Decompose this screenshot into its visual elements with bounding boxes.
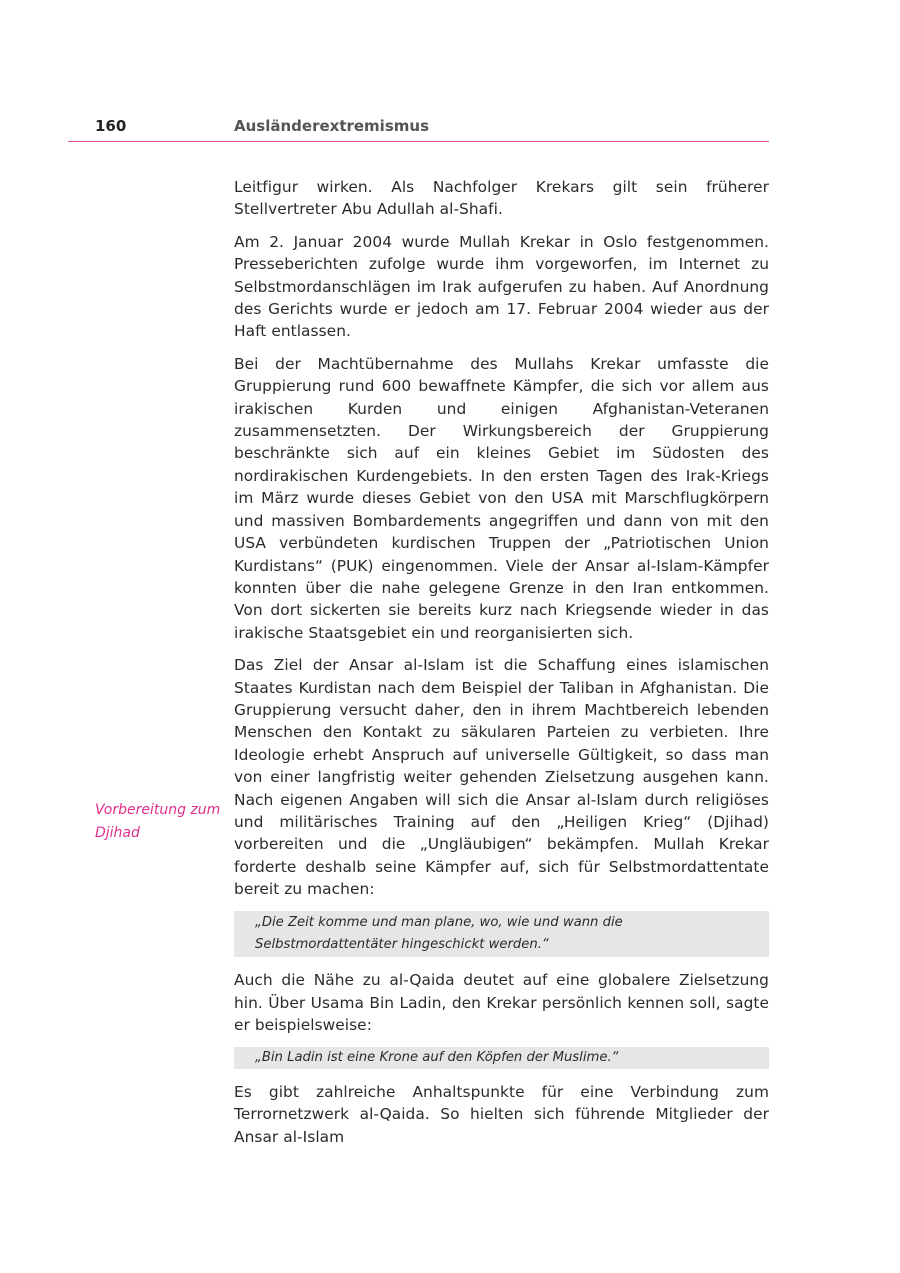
margin-note-line-2: Djihad [95, 825, 140, 841]
margin-note-line-1: Vorbereitung zum [95, 802, 221, 818]
paragraph: Es gibt zahlreiche Anhaltspunkte für eine Verbindung zum Terrornetzwerk al-Qaida. So hielten sich führende Mitglieder der Ansar al-Islam [234, 1083, 769, 1146]
page-number: 160 [95, 117, 127, 135]
paragraph: Leitfigur wirken. Als Nachfolger Krekars gilt sein früherer Stellvertreter Abu Adullah al-Shafi. [234, 178, 769, 219]
header-rule [68, 141, 769, 142]
paragraph: Bei der Machtübernahme des Mullahs Krekar umfasste die Gruppierung rund 600 bewaffnete Kämpfer, die sich vor allem aus irakischen Kurden und einigen Afghanistan-Veteranen zusammensetzten. Der Wirkungsbereich der Gruppierung beschränkte sich auf ein kleines Gebiet im Südosten des nordirakischen Kurdengebiets. In den ersten Tagen des Irak-Kriegs im März wurde dieses Gebiet von den USA mit Marschflugkörpern und massiven Bombardements angegriffen und dann von mit den USA verbündeten kurdischen Truppen der „Patriotischen Union Kurdistans“ (PUK) eingenommen. Viele der Ansar al-Islam-Kämpfer konnten über die nahe gelegene Grenze in den Iran entkommen. Von dort sickerten sie bereits kurz nach Kriegsende wieder in das irakische Staatsgebiet ein und reorganisierten sich. [234, 354, 769, 642]
running-title: Ausländerextremismus [234, 117, 429, 135]
page-header [68, 117, 769, 143]
quote-box: „Bin Ladin ist eine Krone auf den Köpfen der Muslime.“ [234, 1047, 769, 1069]
paragraph: Auch die Nähe zu al-Qaida deutet auf eine globalere Zielsetzung hin. Über Usama Bin Ladin, den Krekar persönlich kennen soll, sagte er beispielsweise: [234, 971, 769, 1035]
quote-box: „Die Zeit komme und man plane, wo, wie und wann die Selbstmordattentäter hingeschickt werden.“ [234, 911, 769, 958]
paragraph: Das Ziel der Ansar al-Islam ist die Schaffung eines islamischen Staates Kurdistan nach dem Beispiel der Taliban in Afghanistan. Die Gruppierung versucht daher, den in ihrem Machtbereich lebenden Menschen den Kontakt zu säkularen Parteien zu verbieten. Ihre Ideologie erhebt Anspruch auf universelle Gültigkeit, so dass man von einer langfristig weiter gehenden Zielsetzung ausgehen kann. Nach eigenen Angaben will sich die Ansar al-Islam durch religiöses und militärisches Training auf den „Heiligen Krieg“ (Djihad) vorbereiten und die „Ungläubigen“ bekämpfen. Mullah Krekar forderte deshalb seine Kämpfer auf, sich für Selbstmordattentate bereit zu machen: [234, 656, 769, 899]
paragraph: Am 2. Januar 2004 wurde Mullah Krekar in Oslo festgenommen. Presseberichten zufolge wurde ihm vorgeworfen, im Internet zu Selbstmordanschlägen im Irak aufgerufen zu haben. Auf Anordnung des Gerichts wurde er jedoch am 17. Februar 2004 wieder aus der Haft entlassen. [234, 232, 769, 341]
margin-note [95, 799, 225, 845]
body-text [234, 176, 769, 1158]
